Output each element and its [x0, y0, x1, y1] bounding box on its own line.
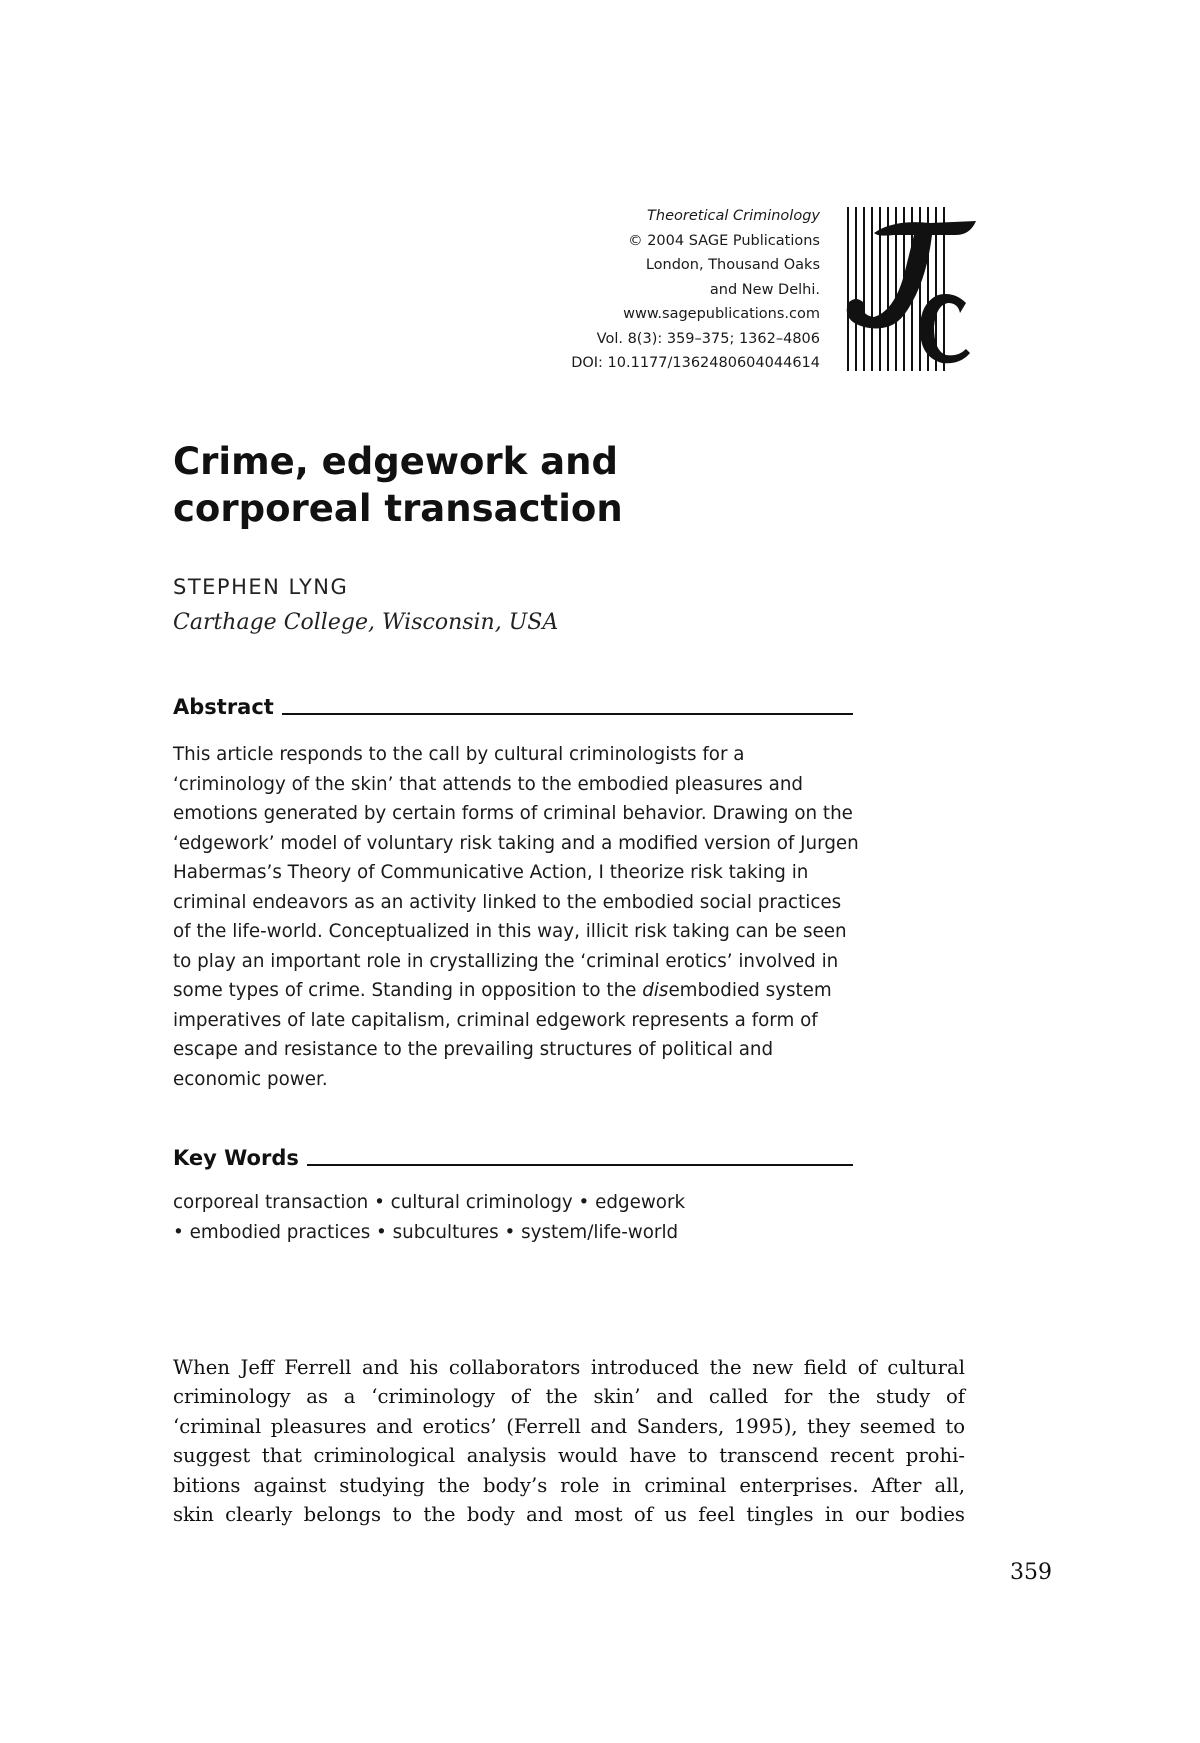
author-name: STEPHEN LYNG [173, 575, 349, 599]
journal-volume: Vol. 8(3): 359–375; 1362–4806 [596, 330, 820, 347]
abstract-heading-label: Abstract [173, 695, 274, 719]
heading-rule [307, 1164, 853, 1166]
keywords-heading-label: Key Words [173, 1146, 299, 1170]
journal-info [400, 204, 820, 376]
article-title-line: Crime, edgework and [173, 440, 618, 483]
abstract-heading [173, 695, 853, 719]
heading-rule [282, 713, 853, 715]
keywords-line: • embodied practices • subcultures • system/life-world [173, 1222, 679, 1243]
keywords-heading [173, 1146, 853, 1170]
body-line: suggest that criminological analysis would have to transcend recent prohi- [173, 1444, 965, 1468]
author-affiliation: Carthage College, Wisconsin, USA [173, 610, 559, 635]
body-line: When Jeff Ferrell and his collaborators introduced the new field of cultural [173, 1356, 965, 1379]
journal-website: www.sagepublications.com [623, 306, 820, 322]
abstract-text-part: This article responds to the call by cultural criminologists for a ‘criminology of the skin’ that attends to the embodied pleasures and emotions generated by certain forms of criminal behavior. Drawing on the ‘edgework’ model of voluntary risk taking and a modified version of Jurgen Habermas’s Theory of Communicative Action, I theorize risk taking in criminal endeavors as an activity linked to the embodied social practices of the life-world. Conceptualized in this way, illicit risk taking can be seen to play an important role in crystallizing the ‘criminal erotics’ involved in some types of crime. Standing in opposition to the [173, 744, 859, 1001]
body-line: bitions against studying the body’s role in criminal enterprises. After all, [173, 1473, 965, 1497]
journal-copyright: © 2004 SAGE Publications [628, 232, 820, 249]
journal-title: Theoretical Criminology [647, 208, 820, 224]
journal-doi: DOI: 10.1177/1362480604044614 [571, 355, 820, 371]
journal-location: London, Thousand Oaks [645, 257, 820, 273]
keywords-list [173, 1188, 863, 1248]
body-line: ‘criminal pleasures and erotics’ (Ferrell and Sanders, 1995), they seemed to [173, 1414, 965, 1438]
body-line: criminology as a ‘criminology of the skin’ and called for the study of [173, 1385, 965, 1409]
journal-location-cont: and New Delhi. [709, 281, 820, 298]
page-number: 359 [1010, 1560, 1052, 1585]
body-paragraph [173, 1353, 965, 1529]
abstract-text [173, 740, 863, 1094]
article-title [173, 438, 623, 532]
abstract-text-italic: dis [642, 980, 669, 1001]
article-title-line: corporeal transaction [173, 487, 623, 530]
keywords-line: corporeal transaction • cultural criminology • edgework [173, 1192, 686, 1213]
abstract-text-part: embodied system imperatives of late capitalism, criminal edgework represents a form of escape and resistance to the prevailing structures of political and economic power. [173, 980, 832, 1090]
body-line: skin clearly belongs to the body and most of us feel tingles in our bodies [173, 1503, 965, 1527]
journal-logo [834, 205, 980, 373]
